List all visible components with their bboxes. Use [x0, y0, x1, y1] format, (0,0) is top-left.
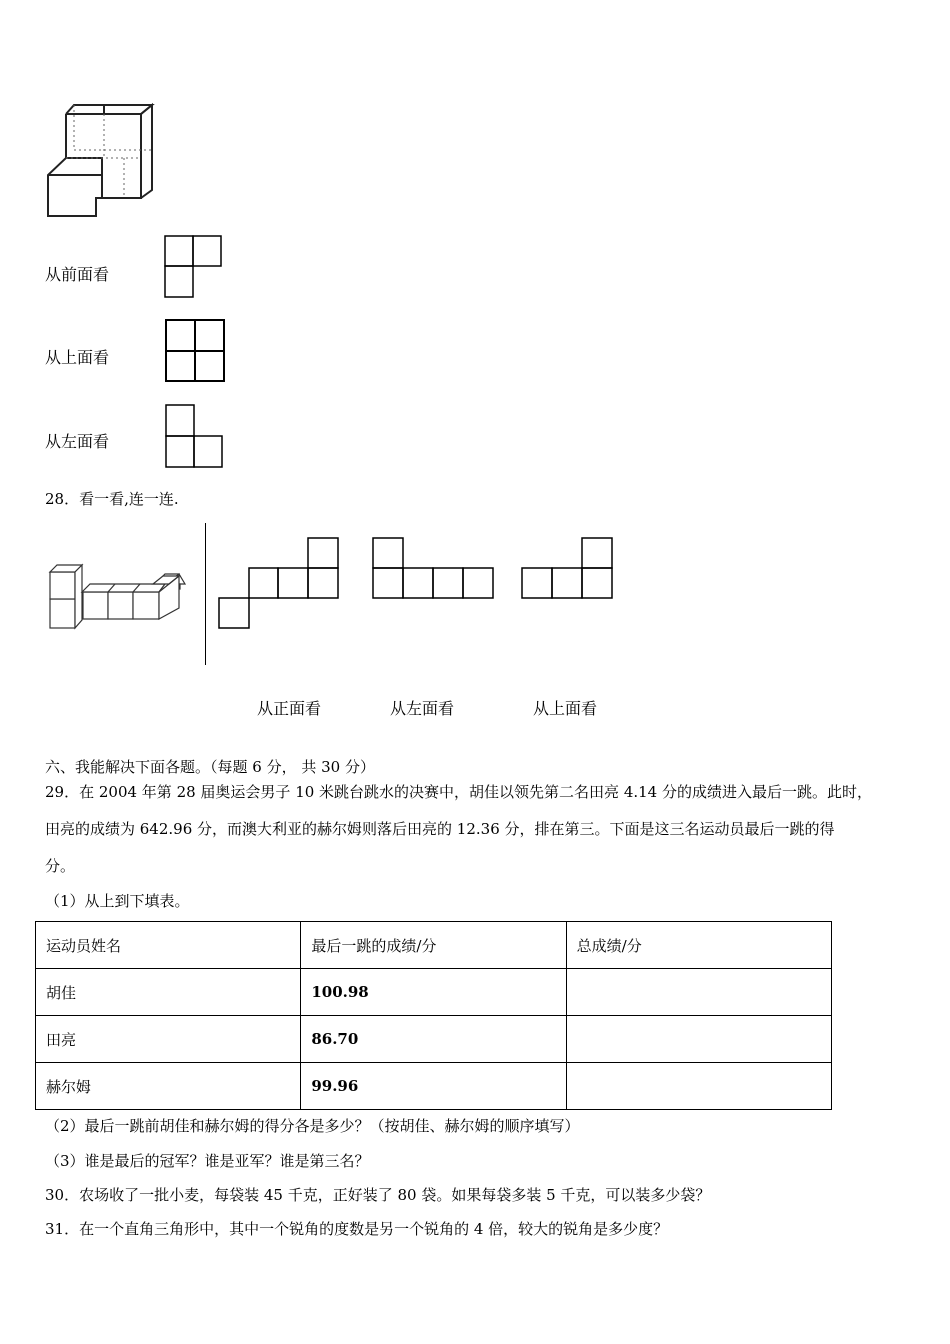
last-jump-score: 100.98 [301, 969, 566, 1016]
top-view-diagram [165, 319, 227, 383]
q29-sub-2: （2）最后一跳前胡佳和赫尔姆的得分各是多少？（按胡佳、赫尔姆的顺序填写） [45, 1117, 580, 1135]
q29-line-3: 分。 [45, 857, 76, 875]
q28-cube-solid [49, 564, 184, 630]
header-last-jump: 最后一跳的成绩/分 [301, 922, 566, 969]
athlete-name: 赫尔姆 [36, 1063, 301, 1110]
last-jump-score: 99.96 [301, 1063, 566, 1110]
header-total: 总成绩/分 [566, 922, 831, 969]
q28-option-view-3 [521, 537, 616, 601]
total-score-cell[interactable] [566, 969, 831, 1016]
q28-title: 28．看一看,连一连. [45, 490, 179, 508]
q28-divider [205, 523, 206, 665]
cube-stack-figure [44, 100, 159, 220]
view-label-front: 从前面看 [45, 265, 110, 284]
q29-line-1: 29．在 2004 年第 28 届奥运会男子 10 米跳台跳水的决赛中，胡佳以领先第二名田亮 4.14 分的成绩进入最后一跳。此时， [45, 783, 872, 801]
q29-line-2: 田亮的成绩为 642.96 分，而澳大利亚的赫尔姆则落后田亮的 12.36 分，排在第三。下面是这三名运动员最后一跳的得 [45, 820, 835, 838]
q31: 31．在一个直角三角形中，其中一个锐角的度数是另一个锐角的 4 倍，较大的锐角是多少度？ [45, 1220, 669, 1238]
left-view-diagram [165, 404, 225, 470]
header-athlete: 运动员姓名 [36, 922, 301, 969]
q28-option-view-1 [218, 537, 342, 631]
q28-option-view-2 [372, 537, 497, 601]
q29-sub-3: （3）谁是最后的冠军？谁是亚军？谁是第三名？ [45, 1152, 370, 1170]
table-row [36, 1063, 832, 1110]
view-label-top: 从上面看 [45, 348, 110, 367]
q28-label-top: 从上面看 [533, 699, 598, 718]
section-6-title: 六、我能解决下面各题。（每题 6 分， 共 30 分） [45, 758, 375, 776]
athlete-name: 田亮 [36, 1016, 301, 1063]
table-header-row [36, 922, 832, 969]
q29-sub-1: （1）从上到下填表。 [45, 892, 190, 910]
total-score-cell[interactable] [566, 1016, 831, 1063]
view-label-left: 从左面看 [45, 432, 110, 451]
last-jump-score: 86.70 [301, 1016, 566, 1063]
q28-label-front: 从正面看 [257, 699, 322, 718]
q30: 30．农场收了一批小麦，每袋装 45 千克，正好装了 80 袋。如果每袋多装 5 千克，可以装多少袋？ [45, 1186, 711, 1204]
front-view-diagram [164, 235, 224, 299]
athlete-name: 胡佳 [36, 969, 301, 1016]
table-row [36, 1016, 832, 1063]
q28-label-left: 从左面看 [390, 699, 455, 718]
table-row [36, 969, 832, 1016]
total-score-cell[interactable] [566, 1063, 831, 1110]
score-table [35, 921, 832, 1110]
